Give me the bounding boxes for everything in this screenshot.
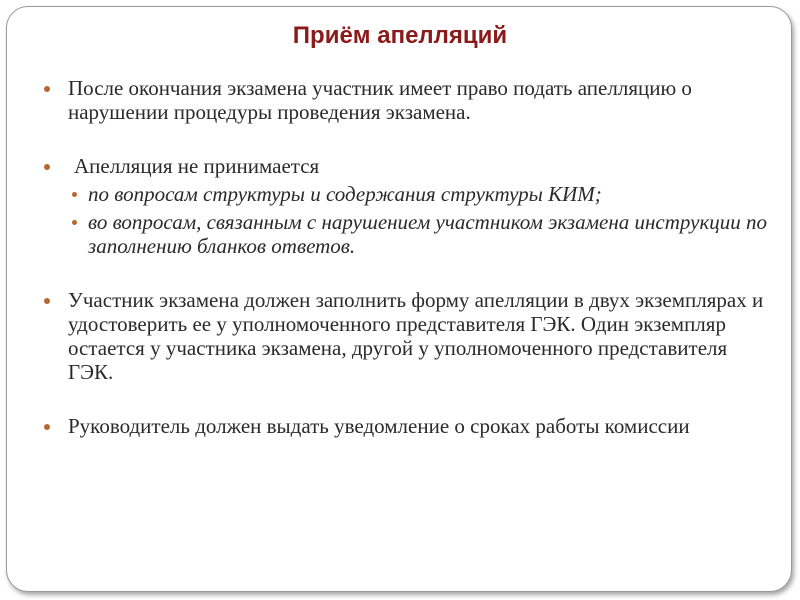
bullet-text: Руководитель должен выдать уведомление о сроках работы комиссии	[68, 414, 690, 438]
bullet-text: Апелляция не принимается	[74, 154, 320, 178]
bullet-dot-icon	[44, 424, 50, 430]
bullet-text: После окончания экзамена участник имеет право подать апелляцию о нарушении процедуры проведения экзамена.	[68, 76, 692, 124]
sub-list	[64, 182, 770, 258]
slide-content	[40, 76, 770, 438]
bullet-dot-icon	[44, 298, 50, 304]
sub-bullet-dot-icon	[72, 192, 77, 197]
bullet-text: Участник экзамена должен заполнить форму апелляции в двух экземплярах и удостоверить ее у уполномоченного представителя ГЭК. Один экземпляр остается у участника экзамена, другой у уполномоченного представителя ГЭК.	[68, 288, 764, 384]
bullet-item	[40, 414, 770, 438]
bullet-item	[40, 154, 770, 258]
bullet-dot-icon	[44, 164, 50, 170]
sub-item-text: во вопросам, связанным с нарушением участником экзамена инструкции по заполнению бланков ответов.	[88, 210, 768, 258]
sub-item	[64, 182, 770, 206]
bullet-item	[40, 288, 770, 384]
bullet-dot-icon	[44, 86, 50, 92]
sub-item	[64, 210, 770, 258]
sub-item-text: по вопросам структуры и содержания структуры КИМ;	[88, 182, 602, 206]
slide-title: Приём апелляций	[292, 22, 508, 49]
sub-bullet-dot-icon	[72, 220, 77, 225]
bullet-item	[40, 76, 770, 124]
